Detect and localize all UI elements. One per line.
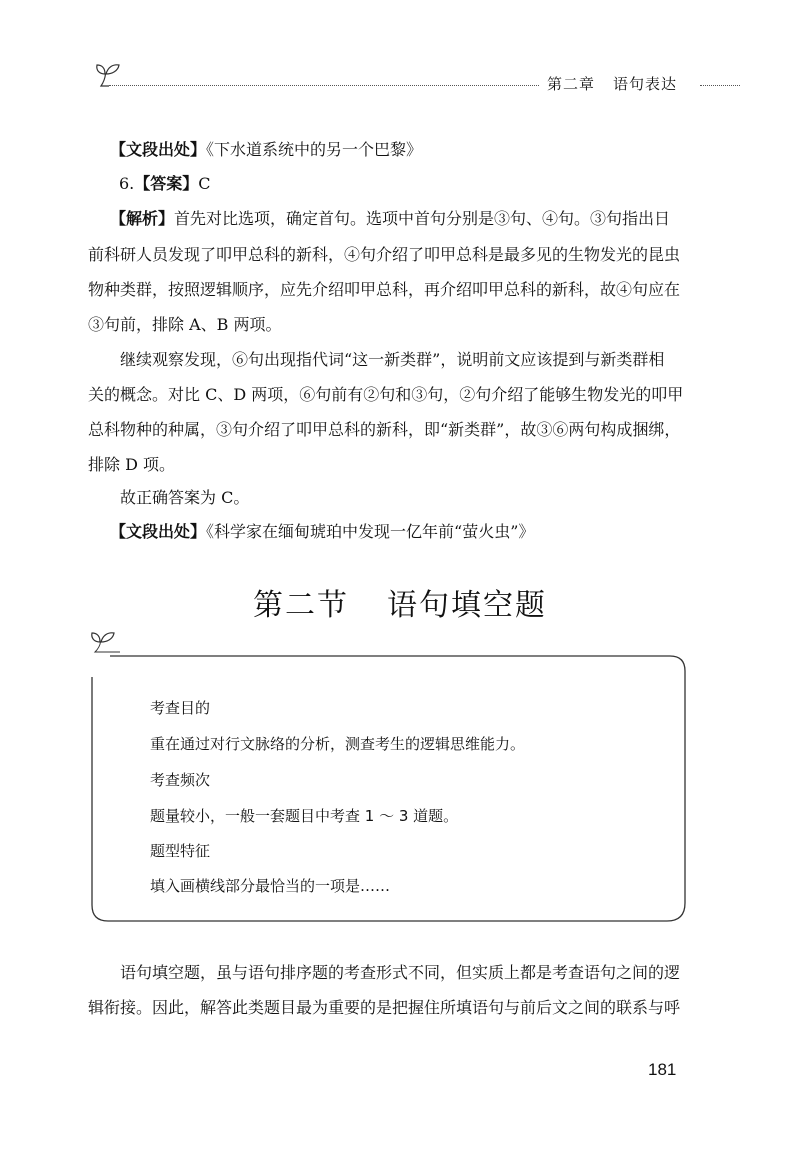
purpose-text: 重在通过对行文脉络的分析，测查考生的逻辑思维能力。 (150, 735, 526, 753)
answer-line (119, 174, 211, 194)
chapter-label: 第二章 (547, 75, 596, 93)
source-text: 《下水道系统中的另一个巴黎》 (206, 140, 423, 159)
section-title: 语句填空题 (387, 588, 547, 623)
conclusion-line: 故正确答案为 C。 (120, 488, 250, 507)
frequency-text: 题量较小，一般一套题目中考查 1 ～ 3 道题。 (150, 807, 459, 825)
continuation-line-2: 关的概念。对比 C、D 两项，⑥句前有②句和③句，②句介绍了能够生物发光的叩甲 (88, 385, 684, 404)
analysis-line-3: 物种类群，按照逻辑顺序，应先介绍叩甲总科，再介绍叩甲总科的新科，故④句应在 (88, 280, 681, 299)
header-title (547, 73, 677, 94)
sprout-icon (95, 58, 125, 92)
analysis-line-2: 前科研人员发现了叩甲总科的新科，④句介绍了叩甲总科是最多见的生物发光的昆虫 (88, 245, 681, 264)
purpose-label: 考查目的 (150, 699, 211, 717)
source-line-1 (110, 140, 422, 160)
analysis-line-4: ③句前，排除 A、B 两项。 (88, 315, 282, 334)
page-number: 181 (648, 1060, 677, 1079)
chapter-title: 语句表达 (613, 75, 678, 93)
intro-line-2: 辑衔接。因此，解答此类题目最为重要的是把握住所填语句与前后文之间的联系与呼 (88, 998, 681, 1017)
header-rule-right (700, 85, 740, 86)
continuation-line-1: 继续观察发现，⑥句出现指代词“这一新类群”，说明前文应该提到与新类群相 (120, 350, 665, 369)
answer-value: C (198, 174, 211, 193)
header-rule (109, 85, 539, 86)
continuation-line-4: 排除 D 项。 (88, 455, 176, 474)
running-header (95, 58, 735, 98)
answer-label: 【答案】 (134, 174, 199, 193)
continuation-line-3: 总科物种的种属，③句介绍了叩甲总科的新科，即“新类群”，故③⑥两句构成捆绑， (88, 420, 681, 439)
source-line-2 (110, 522, 534, 542)
analysis-line-1 (110, 209, 670, 229)
section-number: 第二节 (253, 588, 349, 623)
analysis-label: 【解析】 (110, 209, 175, 228)
question-number: 6. (119, 174, 135, 193)
source-text: 《科学家在缅甸琥珀中发现一亿年前“萤火虫”》 (206, 522, 535, 541)
section-heading (0, 580, 800, 624)
exam-info-box (90, 655, 687, 923)
source-label: 【文段出处】 (110, 522, 207, 541)
frequency-label: 考查频次 (150, 771, 211, 789)
feature-label: 题型特征 (150, 842, 211, 860)
sprout-icon (90, 628, 120, 658)
source-label: 【文段出处】 (110, 140, 207, 159)
intro-line-1: 语句填空题，虽与语句排序题的考查形式不同，但实质上都是考查语句之间的逻 (120, 963, 681, 982)
analysis-text: 首先对比选项，确定首句。选项中首句分别是③句、④句。③句指出日 (174, 209, 671, 228)
feature-text: 填入画横线部分最恰当的一项是…… (150, 877, 391, 895)
